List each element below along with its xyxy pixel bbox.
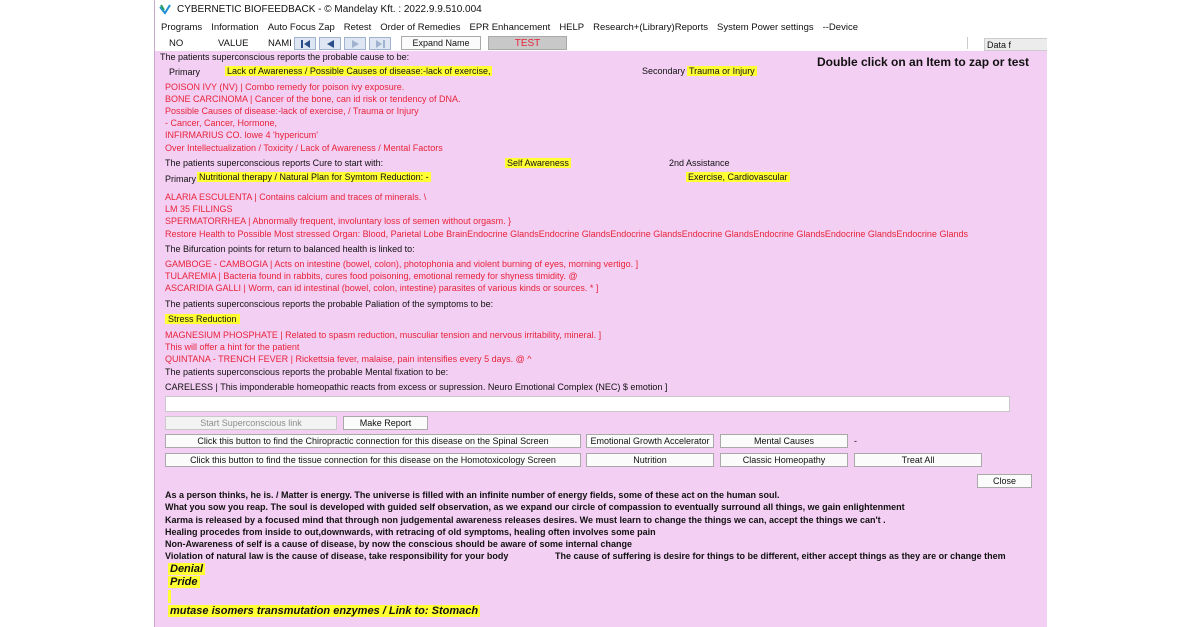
column-value[interactable]: VALUE xyxy=(218,38,249,49)
cause-item[interactable]: POISON IVY (NV) | Combo remedy for poison ivy exposure. xyxy=(165,82,405,92)
menu-information[interactable]: Information xyxy=(211,21,259,33)
cause-item[interactable]: BONE CARCINOMA | Cancer of the bone, can id risk or tendency of DNA. xyxy=(165,94,461,104)
paliation-value[interactable]: Stress Reduction xyxy=(165,314,240,324)
mental-heading: The patients superconscious reports the probable Mental fixation to be: xyxy=(165,367,449,377)
philosophy-line: The cause of suffering is desire for things to be different, either accept things as they are or change them xyxy=(555,551,1006,561)
philosophy-line: As a person thinks, he is. / Matter is energy. The universe is filled with an infinite number of energy fields, some of these act on the human soul. xyxy=(165,490,780,500)
app-logo-icon xyxy=(159,4,171,16)
next-record-button[interactable] xyxy=(344,37,366,50)
mental-causes-value: - xyxy=(854,436,857,446)
data-tab[interactable]: Data f xyxy=(984,38,1047,51)
bifurcation-item[interactable]: GAMBOGE - CAMBOGIA | Acts on intestine (bowel, colon), photophonia and violent burning of eyes, morning vertigo. ] xyxy=(165,259,639,269)
cause-secondary-value[interactable]: Trauma or Injury xyxy=(689,66,755,76)
previous-record-button[interactable] xyxy=(319,37,341,50)
expand-name-button[interactable]: Expand Name xyxy=(401,36,481,50)
cure-item[interactable]: Restore Health to Possible Most stressed Organ: Blood, Parietal Lobe BrainEndocrine GlandsEndocrine GlandsEndocrine GlandsEndocrine GlandsEndocrine GlandsEndocrine GlandsEndocrine Glands xyxy=(165,229,968,239)
paliation-heading: The patients superconscious reports the probable Paliation of the symptoms to be: xyxy=(165,299,494,309)
last-icon xyxy=(376,40,385,48)
philosophy-line: Violation of natural law is the cause of disease, take responsibility for your body xyxy=(165,551,509,561)
column-name[interactable]: NAMI xyxy=(268,38,292,49)
cure-second-value[interactable]: Exercise, Cardiovascular xyxy=(688,172,788,182)
cure-item[interactable]: ALARIA ESCULENTA | Contains calcium and traces of minerals. \ xyxy=(165,192,427,202)
bifurcation-item[interactable]: ASCARIDIA GALLI | Worm, can id intestinal (bowel, colon, intestine) parasites of various kinds or sources. * ] xyxy=(165,283,599,293)
cause-heading: The patients superconscious reports the probable cause to be: xyxy=(160,52,410,62)
cause-primary-value[interactable]: Lack of Awareness / Possible Causes of disease:-lack of exercise, xyxy=(227,66,491,76)
cure-item[interactable]: LM 35 FILLINGS xyxy=(165,204,233,214)
cause-item[interactable]: Over Intellectualization / Toxicity / Lack of Awareness / Mental Factors xyxy=(165,143,443,153)
last-record-button[interactable] xyxy=(369,37,391,50)
grid-header-toolbar xyxy=(155,35,1047,51)
pride-label: Pride xyxy=(170,576,198,588)
homotoxicology-button[interactable]: Click this button to find the tissue connection for this disease on the Homotoxicology Screen xyxy=(165,453,581,467)
cure-heading: The patients superconscious reports Cure to start with: xyxy=(165,158,384,168)
cause-primary-label: Primary xyxy=(169,67,200,77)
highlight-marker xyxy=(168,590,171,603)
menu-device[interactable]: --Device xyxy=(822,21,858,33)
philosophy-line: Non-Awareness of self is a cause of disease, by now the conscious should be aware of some internal change xyxy=(165,539,632,549)
instruction-text: Double click on an Item to zap or test xyxy=(817,55,1030,69)
menu-research-reports[interactable]: Research+(Library)Reports xyxy=(593,21,708,33)
first-icon xyxy=(301,40,310,48)
bifurcation-heading: The Bifurcation points for return to balanced health is linked to: xyxy=(165,244,415,254)
window-title: CYBERNETIC BIOFEEDBACK - © Mandelay Kft. : 2022.9.9.510.004 xyxy=(177,4,482,15)
menu-help[interactable]: HELP xyxy=(559,21,585,33)
mental-value[interactable]: CARELESS | This imponderable homeopathic reacts from excess or supression. Neuro Emotional Complex (NEC) $ emotion ] xyxy=(165,382,668,392)
paliation-item[interactable]: MAGNESIUM PHOSPHATE | Related to spasm reduction, musculiar tension and nervous irritability, mineral. ] xyxy=(165,330,602,340)
test-button[interactable]: TEST xyxy=(488,36,567,50)
menu-auto-focus-zap[interactable]: Auto Focus Zap xyxy=(267,21,335,33)
menu-programs[interactable]: Programs xyxy=(161,21,203,33)
menu-retest[interactable]: Retest xyxy=(343,21,372,33)
next-icon xyxy=(351,40,360,48)
cure-primary-label: Primary xyxy=(165,174,196,184)
menu-epr-enhancement[interactable]: EPR Enhancement xyxy=(469,21,551,33)
app-window xyxy=(154,0,1047,627)
menu-system-power[interactable]: System Power settings xyxy=(716,21,814,33)
denial-label: Denial xyxy=(170,563,204,575)
cure-second-label: 2nd Assistance xyxy=(669,158,730,168)
menu-bar xyxy=(155,19,1047,35)
cure-primary-value[interactable]: Nutritional therapy / Natural Plan for Symtom Reduction: - xyxy=(199,172,429,182)
paliation-item[interactable]: QUINTANA - TRENCH FEVER | Rickettsia fever, malaise, pain intensifies every 5 days. @ ^ xyxy=(165,354,532,364)
nutrition-button[interactable]: Nutrition xyxy=(586,453,714,467)
emotional-growth-button[interactable]: Emotional Growth Accelerator xyxy=(586,434,714,448)
organ-link: mutase isomers transmutation enzymes / Link to: Stomach xyxy=(170,605,479,617)
close-button[interactable]: Close xyxy=(977,474,1032,488)
divider xyxy=(967,37,968,49)
column-no[interactable]: NO xyxy=(169,38,184,49)
treat-all-button[interactable]: Treat All xyxy=(854,453,982,467)
menu-order-of-remedies[interactable]: Order of Remedies xyxy=(380,21,461,33)
philosophy-line: What you sow you reap. The soul is developed with guided self observation, as we expand our circle of compassion to eventually surround all things, we gain enlightenment xyxy=(165,502,905,512)
first-record-button[interactable] xyxy=(294,37,316,50)
cure-self-awareness[interactable]: Self Awareness xyxy=(507,158,569,168)
make-report-button[interactable]: Make Report xyxy=(343,416,428,430)
title-bar xyxy=(155,0,1047,19)
cause-item[interactable]: Possible Causes of disease:-lack of exercise, / Trauma or Injury xyxy=(165,106,419,116)
cause-item[interactable]: INFIRMARIUS CO. lowe 4 'hypericum' xyxy=(165,130,318,140)
philosophy-line: Karma is released by a focused mind that through non judgemental awareness releases desires. We must learn to change the things we can, accept the things we can't . xyxy=(165,515,886,525)
notes-input[interactable] xyxy=(165,396,1010,412)
previous-icon xyxy=(326,40,335,48)
start-superconscious-button[interactable]: Start Superconscious link xyxy=(165,416,337,430)
bifurcation-item[interactable]: TULAREMIA | Bacteria found in rabbits, cures food poisoning, emotional remedy for shyness timidity. @ xyxy=(165,271,578,281)
philosophy-line: Healing procedes from inside to out,downwards, with retracing of old symptoms, healing often involves some pain xyxy=(165,527,656,537)
chiropractic-button[interactable]: Click this button to find the Chiropractic connection for this disease on the Spinal Screen xyxy=(165,434,581,448)
cause-secondary-label: Secondary xyxy=(642,66,686,76)
cure-item[interactable]: SPERMATORRHEA | Abnormally frequent, involuntary loss of semen without orgasm. } xyxy=(165,216,512,226)
classic-homeopathy-button[interactable]: Classic Homeopathy xyxy=(720,453,848,467)
paliation-hint: This will offer a hint for the patient xyxy=(165,342,300,352)
cause-item[interactable]: - Cancer, Cancer, Hormone, xyxy=(165,118,278,128)
mental-causes-button[interactable]: Mental Causes xyxy=(720,434,848,448)
